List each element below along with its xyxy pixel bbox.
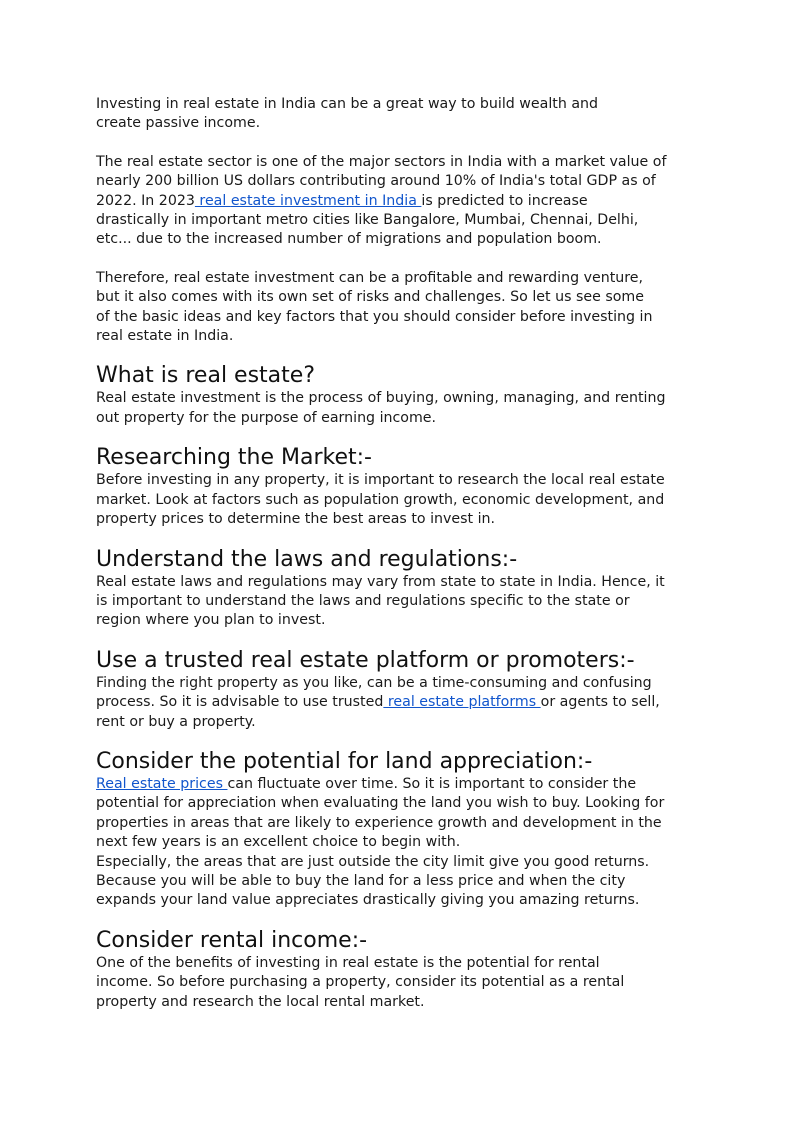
text-line: etc... due to the increased number of migrations and population boom.	[96, 231, 602, 248]
section-rental-income	[96, 928, 696, 1012]
document-page	[96, 95, 696, 1012]
text-line: create passive income.	[96, 115, 261, 132]
text-line: Real estate investment is the process of buying, owning, managing, and renting	[96, 390, 666, 407]
section-heading: Researching the Market:-	[96, 445, 372, 471]
intro-paragraph-1	[96, 95, 696, 134]
section-body	[96, 573, 696, 631]
text-line-with-link	[96, 192, 696, 211]
real-link[interactable]: real	[194, 192, 231, 209]
section-researching-market	[96, 445, 696, 529]
text-line: Finding the right property as you like, can be a time-consuming and confusing	[96, 674, 652, 691]
text-line: potential for appreciation when evaluating the land you wish to buy. Looking for	[96, 795, 665, 812]
text-segment: 2022. In 2023	[96, 192, 195, 209]
text-line: region where you plan to invest.	[96, 612, 326, 629]
section-trusted-platform	[96, 648, 696, 732]
text-line: market. Look at factors such as population growth, economic development, and	[96, 491, 665, 508]
text-segment: process. So it is advisable to use trusted	[96, 694, 384, 711]
text-line: Real estate laws and regulations may vary from state to state in India. Hence, it	[96, 573, 665, 590]
real-estate-investment-in-india-link[interactable]: estate investment in India	[230, 192, 422, 209]
real-estate-prices-link[interactable]: Real estate prices	[96, 775, 228, 792]
text-line: Because you will be able to buy the land for a less price and when the city	[96, 872, 626, 889]
section-laws-regulations	[96, 547, 696, 631]
text-segment: is predicted to increase	[421, 192, 588, 209]
text-line: property and research the local rental market.	[96, 993, 425, 1010]
text-line: but it also comes with its own set of risks and challenges. So let us see some	[96, 289, 644, 306]
section-heading: Use a trusted real estate platform or promoters:-	[96, 647, 635, 673]
section-heading: Consider rental income:-	[96, 927, 368, 953]
text-line: One of the benefits of investing in real estate is the potential for rental	[96, 954, 600, 971]
text-line: drastically in important metro cities like Bangalore, Mumbai, Chennai, Delhi,	[96, 212, 639, 229]
intro-paragraph-3	[96, 269, 696, 347]
text-line: income. So before purchasing a property, consider its potential as a rental	[96, 974, 625, 991]
text-line-with-link	[96, 775, 696, 794]
section-heading: Consider the potential for land appreciation:-	[96, 748, 593, 774]
text-line: next few years is an excellent choice to begin with.	[96, 834, 461, 851]
text-line: The real estate sector is one of the major sectors in India with a market value of	[96, 153, 667, 170]
section-land-appreciation	[96, 749, 696, 911]
text-line: properties in areas that are likely to experience growth and development in the	[96, 814, 662, 831]
text-line-with-link	[96, 693, 696, 712]
section-heading: Understand the laws and regulations:-	[96, 546, 518, 572]
section-what-is-real-estate	[96, 363, 696, 428]
text-line: nearly 200 billion US dollars contributing around 10% of India's total GDP as of	[96, 173, 656, 190]
text-line: Therefore, real estate investment can be a profitable and rewarding venture,	[96, 269, 644, 286]
text-line: rent or buy a property.	[96, 713, 256, 730]
section-body	[96, 389, 696, 428]
text-line: of the basic ideas and key factors that you should consider before investing in	[96, 308, 653, 325]
section-body	[96, 471, 696, 529]
text-line: Especially, the areas that are just outside the city limit give you good returns.	[96, 853, 650, 870]
text-line: property prices to determine the best areas to invest in.	[96, 511, 496, 528]
text-segment: can fluctuate over time. So it is important to consider the	[227, 775, 637, 792]
section-body	[96, 674, 696, 732]
text-line: expands your land value appreciates drastically giving you amazing returns.	[96, 892, 640, 909]
text-line: Before investing in any property, it is important to research the local real estate	[96, 472, 665, 489]
section-heading: What is real estate?	[96, 363, 315, 389]
section-body	[96, 775, 696, 911]
real-estate-platforms-link[interactable]: real estate platforms	[383, 694, 541, 711]
text-line: Investing in real estate in India can be a great way to build wealth and	[96, 96, 599, 112]
text-segment: or agents to sell,	[540, 694, 660, 711]
section-body	[96, 954, 696, 1012]
text-line: is important to understand the laws and regulations specific to the state or	[96, 592, 630, 609]
text-line: out property for the purpose of earning income.	[96, 409, 437, 426]
text-line: real estate in India.	[96, 328, 234, 345]
intro-paragraph-2	[96, 153, 696, 250]
